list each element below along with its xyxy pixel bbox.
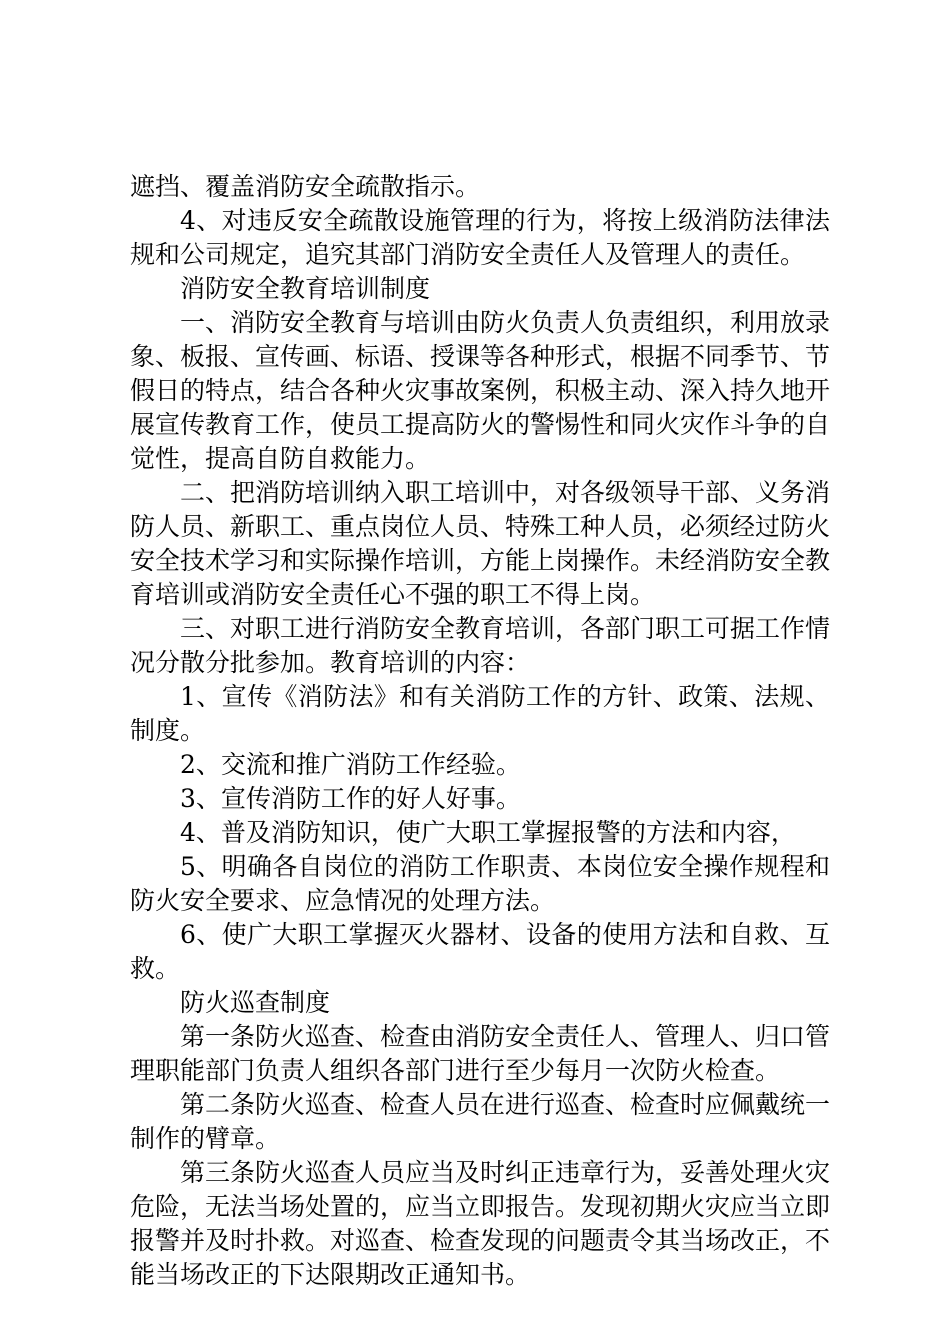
list-item-2: 2、交流和推广消防工作经验。	[180, 750, 521, 779]
paragraph-continuation: 遮挡、覆盖消防安全疏散指示。	[130, 172, 481, 201]
paragraph-training-2: 二、把消防培训纳入职工培训中，对各级领导干部、义务消防人员、新职工、重点岗位人员、特殊工种人员，必须经过防火安全技术学习和实际操作培训，方能上岗操作。未经消防安全教育培训或消防安全责任心不强的职工不得上岗。	[130, 478, 831, 609]
document-body	[130, 170, 830, 1292]
paragraph-training-1: 一、消防安全教育与培训由防火负责人负责组织，利用放录象、板报、宣传画、标语、授课等各种形式，根据不同季节、节假日的特点，结合各种火灾事故案例，积极主动、深入持久地开展宣传教育工作，使员工提高防火的警惕性和同火灾作斗争的自觉性，提高自防自救能力。	[130, 308, 831, 473]
list-item-6: 6、使广大职工掌握灭火器材、设备的使用方法和自救、互救。	[130, 920, 830, 983]
article-3: 第三条防火巡查人员应当及时纠正违章行为，妥善处理火灾危险，无法当场处置的，应当立即报告。发现初期火灾应当立即报警并及时扑救。对巡查、检查发现的问题责令其当场改正，不能当场改正的下达限期改正通知书。	[130, 1158, 831, 1289]
list-item-5: 5、明确各自岗位的消防工作职责、本岗位安全操作规程和防火安全要求、应急情况的处理方法。	[130, 852, 830, 915]
list-item-1: 1、宣传《消防法》和有关消防工作的方针、政策、法规、制度。	[130, 682, 830, 745]
paragraph-training-3: 三、对职工进行消防安全教育培训，各部门职工可据工作情况分散分批参加。教育培训的内容：	[130, 614, 831, 677]
section-heading-training: 消防安全教育培训制度	[180, 274, 431, 303]
section-heading-patrol: 防火巡查制度	[180, 988, 331, 1017]
article-1: 第一条防火巡查、检查由消防安全责任人、管理人、归口管理职能部门负责人组织各部门进行至少每月一次防火检查。	[130, 1022, 831, 1085]
list-item-3: 3、宣传消防工作的好人好事。	[180, 784, 521, 813]
paragraph-item-4-responsibility: 4、对违反安全疏散设施管理的行为，将按上级消防法律法规和公司规定，追究其部门消防安全责任人及管理人的责任。	[130, 206, 830, 269]
list-item-4: 4、普及消防知识，使广大职工掌握报警的方法和内容，	[180, 818, 796, 847]
article-2: 第二条防火巡查、检查人员在进行巡查、检查时应佩戴统一制作的臂章。	[130, 1090, 831, 1153]
